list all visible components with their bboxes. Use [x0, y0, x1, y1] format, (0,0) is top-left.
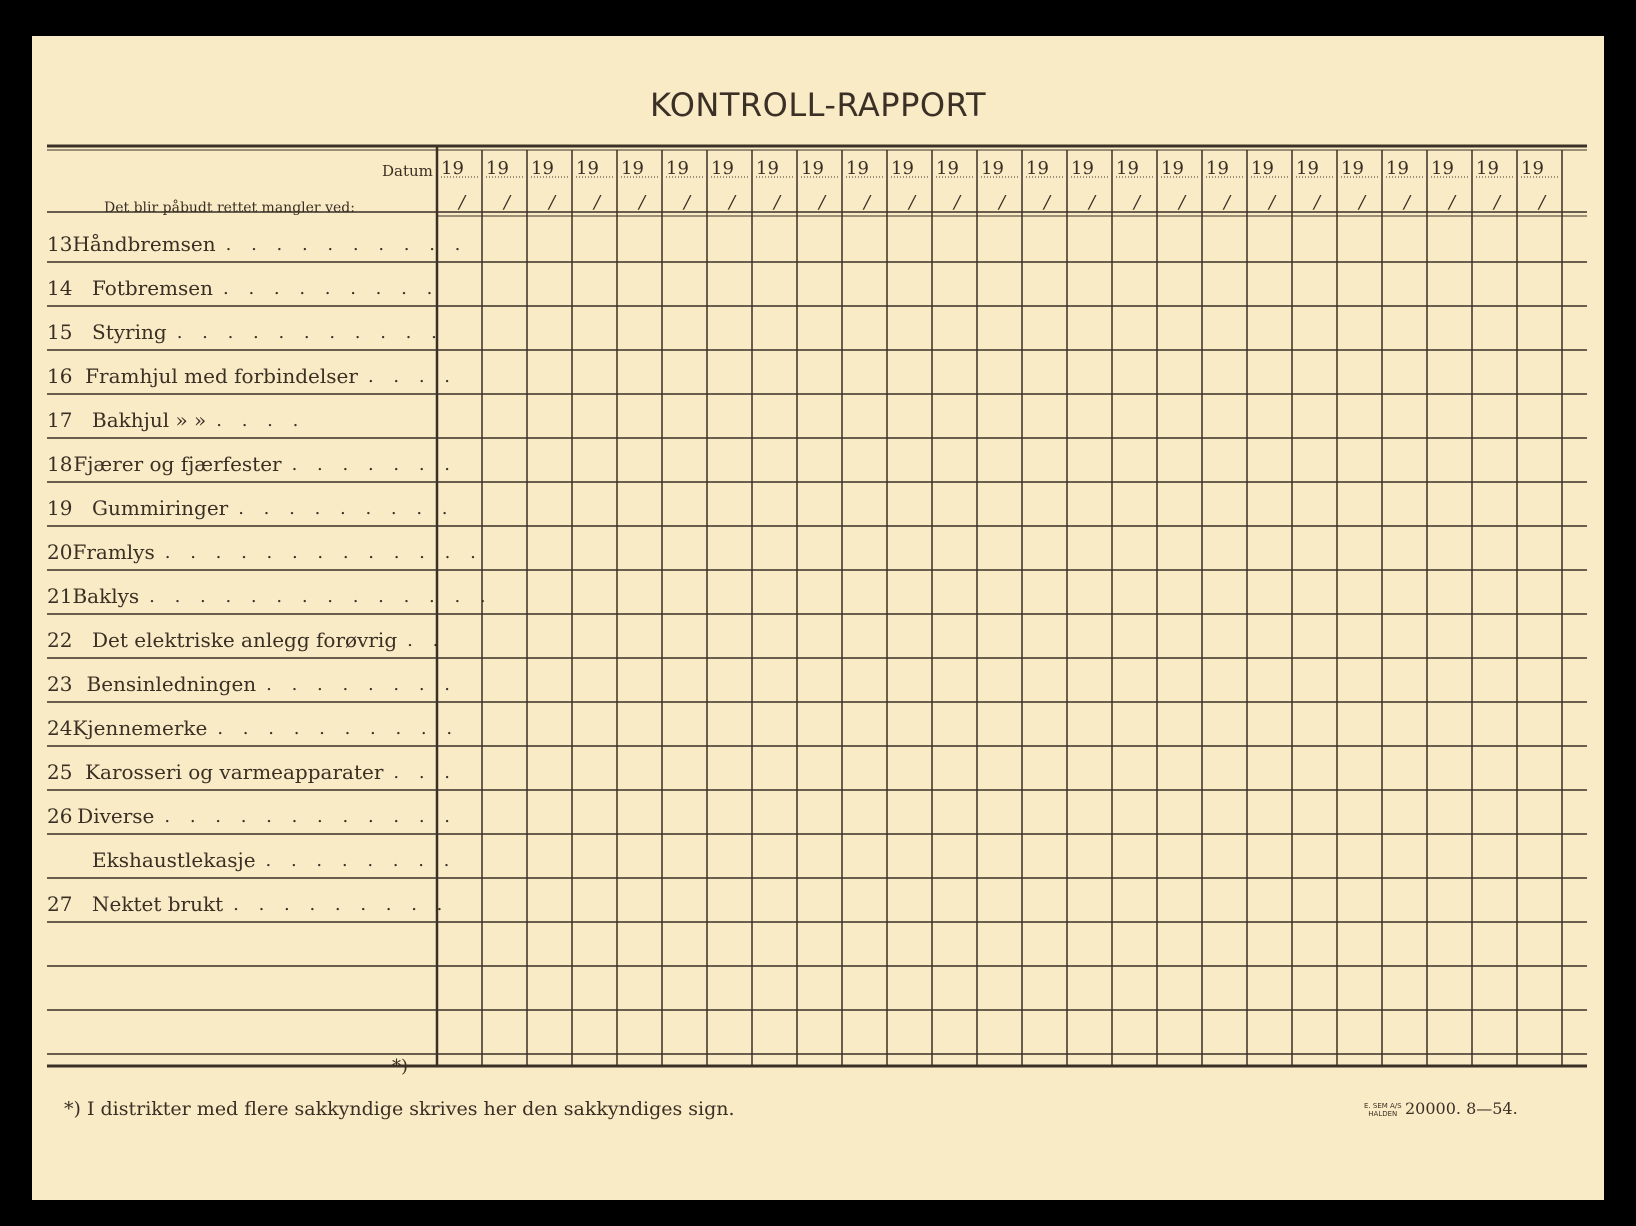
leader-dots: . . . . . . . . . . . .: [164, 805, 457, 827]
date-slash: /: [1134, 192, 1141, 213]
date-slash: /: [549, 192, 556, 213]
checklist-row: [47, 486, 457, 530]
date-column-header: [527, 158, 572, 220]
checklist-row: [47, 442, 457, 486]
date-slash: /: [1494, 192, 1501, 213]
row-number: 14: [47, 276, 73, 300]
footnote: *) I distrikter med flere sakkyndige skrives her den sakkyndiges sign.: [64, 1098, 735, 1120]
date-slash: /: [954, 192, 961, 213]
date-slash: /: [1359, 192, 1366, 213]
leader-dots: . . . . . . . . . . . . . .: [149, 585, 493, 607]
year-prefix: 19: [1026, 158, 1049, 179]
date-slash: /: [594, 192, 601, 213]
year-prefix: 19: [1296, 158, 1319, 179]
date-slash: /: [1269, 192, 1276, 213]
checklist-row: [47, 706, 460, 750]
row-label: Fotbremsen: [92, 276, 214, 300]
row-label: Kjennemerke: [72, 716, 208, 740]
date-slash: /: [909, 192, 916, 213]
row-number: 21: [47, 584, 73, 608]
year-prefix: 19: [486, 158, 509, 179]
printer-city: HALDEN: [1368, 1110, 1398, 1118]
year-prefix: 19: [801, 158, 824, 179]
checklist-row: [47, 662, 457, 706]
date-column-header: [1022, 158, 1067, 220]
checklist-row: [47, 838, 457, 882]
date-column-header: [1337, 158, 1382, 220]
leader-dots: . . . .: [367, 365, 457, 387]
date-column-header: [707, 158, 752, 220]
checklist-row: [47, 398, 457, 442]
date-column-header: [842, 158, 887, 220]
date-column-header: [977, 158, 1022, 220]
year-prefix: 19: [891, 158, 914, 179]
row-label: Styring: [92, 320, 167, 344]
date-column-header: [482, 158, 527, 220]
checklist-row: [47, 310, 457, 354]
row-label: Nektet brukt: [92, 892, 224, 916]
date-column-header: [1112, 158, 1157, 220]
leader-dots: . . . .: [216, 409, 306, 431]
row-number: 13: [47, 232, 73, 256]
date-column-header: [1247, 158, 1292, 220]
year-prefix: 19: [936, 158, 959, 179]
leader-dots: . . . . . . . . .: [233, 893, 450, 915]
signature-marker: *): [392, 1056, 409, 1077]
date-slash: /: [864, 192, 871, 213]
row-label: Bensinledningen: [86, 672, 257, 696]
date-slash: /: [1539, 192, 1546, 213]
date-slash: /: [774, 192, 781, 213]
date-column-header: [437, 158, 482, 220]
row-label: Gummiringer: [92, 496, 229, 520]
checklist-row: [47, 750, 457, 794]
date-slash: /: [1044, 192, 1051, 213]
row-label: Baklys: [72, 584, 140, 608]
row-number: 19: [47, 496, 73, 520]
leader-dots: . . . . . . . . .: [223, 277, 440, 299]
checklist-row: [47, 222, 468, 266]
date-slash: /: [684, 192, 691, 213]
page-title: KONTROLL-RAPPORT: [649, 86, 987, 124]
leader-dots: . . . . . . . . . . .: [176, 321, 444, 343]
printer-name: E. SEM A/S: [1364, 1102, 1402, 1110]
row-number: 26: [47, 804, 73, 828]
year-prefix: 19: [711, 158, 734, 179]
year-prefix: 19: [846, 158, 869, 179]
date-slash: /: [1449, 192, 1456, 213]
date-slash: /: [1089, 192, 1096, 213]
date-slash: /: [1314, 192, 1321, 213]
row-label: Bakhjul » »: [92, 408, 207, 432]
row-label: Det elektriske anlegg forøvrig: [92, 628, 398, 652]
leader-dots: . . . . . . .: [291, 453, 457, 475]
datum-label: Datum: [382, 162, 433, 180]
date-column-header: [1427, 158, 1472, 220]
row-number: 25: [47, 760, 73, 784]
row-label: Fjærer og fjærfester: [73, 452, 282, 476]
leader-dots: . .: [407, 629, 446, 651]
row-number: 17: [47, 408, 73, 432]
year-prefix: 19: [1431, 158, 1454, 179]
column-subheader: Det blir påbudt rettet mangler ved:: [104, 200, 355, 216]
year-prefix: 19: [1161, 158, 1184, 179]
date-slash: /: [1224, 192, 1231, 213]
row-number: 18: [47, 452, 73, 476]
row-number: 20: [47, 540, 73, 564]
print-run: 20000. 8—54.: [1405, 1099, 1518, 1118]
year-prefix: 19: [756, 158, 779, 179]
checklist-row: [47, 618, 457, 662]
date-column-header: [662, 158, 707, 220]
row-label: Diverse: [77, 804, 155, 828]
date-column-header: [1157, 158, 1202, 220]
leader-dots: . . . . . . . . . .: [217, 717, 460, 739]
year-prefix: 19: [1206, 158, 1229, 179]
date-column-header: [1517, 158, 1562, 220]
year-prefix: 19: [1341, 158, 1364, 179]
date-slash: /: [999, 192, 1006, 213]
date-slash: /: [639, 192, 646, 213]
date-slash: /: [1404, 192, 1411, 213]
date-column-header: [1382, 158, 1427, 220]
row-label: Håndbremsen: [72, 232, 216, 256]
row-label: Ekshaustlekasje: [92, 848, 256, 872]
row-label: Framhjul med forbindelser: [85, 364, 358, 388]
printer-imprint: [1364, 1102, 1402, 1118]
date-column-header: [1067, 158, 1112, 220]
year-prefix: 19: [1071, 158, 1094, 179]
row-number: 22: [47, 628, 73, 652]
date-column-header: [932, 158, 977, 220]
row-number: 27: [47, 892, 73, 916]
date-column-header: [887, 158, 932, 220]
row-number: 23: [47, 672, 73, 696]
date-slash: /: [729, 192, 736, 213]
year-prefix: 19: [441, 158, 464, 179]
date-slash: /: [1179, 192, 1186, 213]
checklist-row: [47, 530, 483, 574]
report-card: [32, 36, 1604, 1200]
date-column-header: [752, 158, 797, 220]
checklist-row: [47, 882, 457, 926]
leader-dots: . . . . . . . . . . . . .: [164, 541, 483, 563]
leader-dots: . . . . . . . . . .: [225, 233, 468, 255]
year-prefix: 19: [666, 158, 689, 179]
checklist-row: [47, 266, 457, 310]
row-label: Karosseri og varmeapparater: [85, 760, 384, 784]
date-column-header: [572, 158, 617, 220]
year-prefix: 19: [981, 158, 1004, 179]
year-prefix: 19: [1386, 158, 1409, 179]
leader-dots: . . . . . . . .: [266, 673, 457, 695]
leader-dots: . . . . . . . .: [265, 849, 457, 871]
year-prefix: 19: [1521, 158, 1544, 179]
year-prefix: 19: [1476, 158, 1499, 179]
date-slash: /: [504, 192, 511, 213]
leader-dots: . . .: [393, 761, 457, 783]
date-column-header: [1472, 158, 1517, 220]
row-number: 24: [47, 716, 73, 740]
row-label: Framlys: [72, 540, 155, 564]
year-prefix: 19: [1251, 158, 1274, 179]
date-column-header: [1292, 158, 1337, 220]
date-column-header: [617, 158, 662, 220]
checklist-row: [47, 574, 493, 618]
checklist-row: [47, 794, 457, 838]
date-column-header: [1202, 158, 1247, 220]
row-number: 15: [47, 320, 73, 344]
year-prefix: 19: [1116, 158, 1139, 179]
checklist-row: [47, 354, 457, 398]
date-slash: /: [459, 192, 466, 213]
date-slash: /: [819, 192, 826, 213]
year-prefix: 19: [531, 158, 554, 179]
leader-dots: . . . . . . . . .: [238, 497, 455, 519]
date-column-header: [797, 158, 842, 220]
year-prefix: 19: [576, 158, 599, 179]
row-number: 16: [47, 364, 73, 388]
year-prefix: 19: [621, 158, 644, 179]
